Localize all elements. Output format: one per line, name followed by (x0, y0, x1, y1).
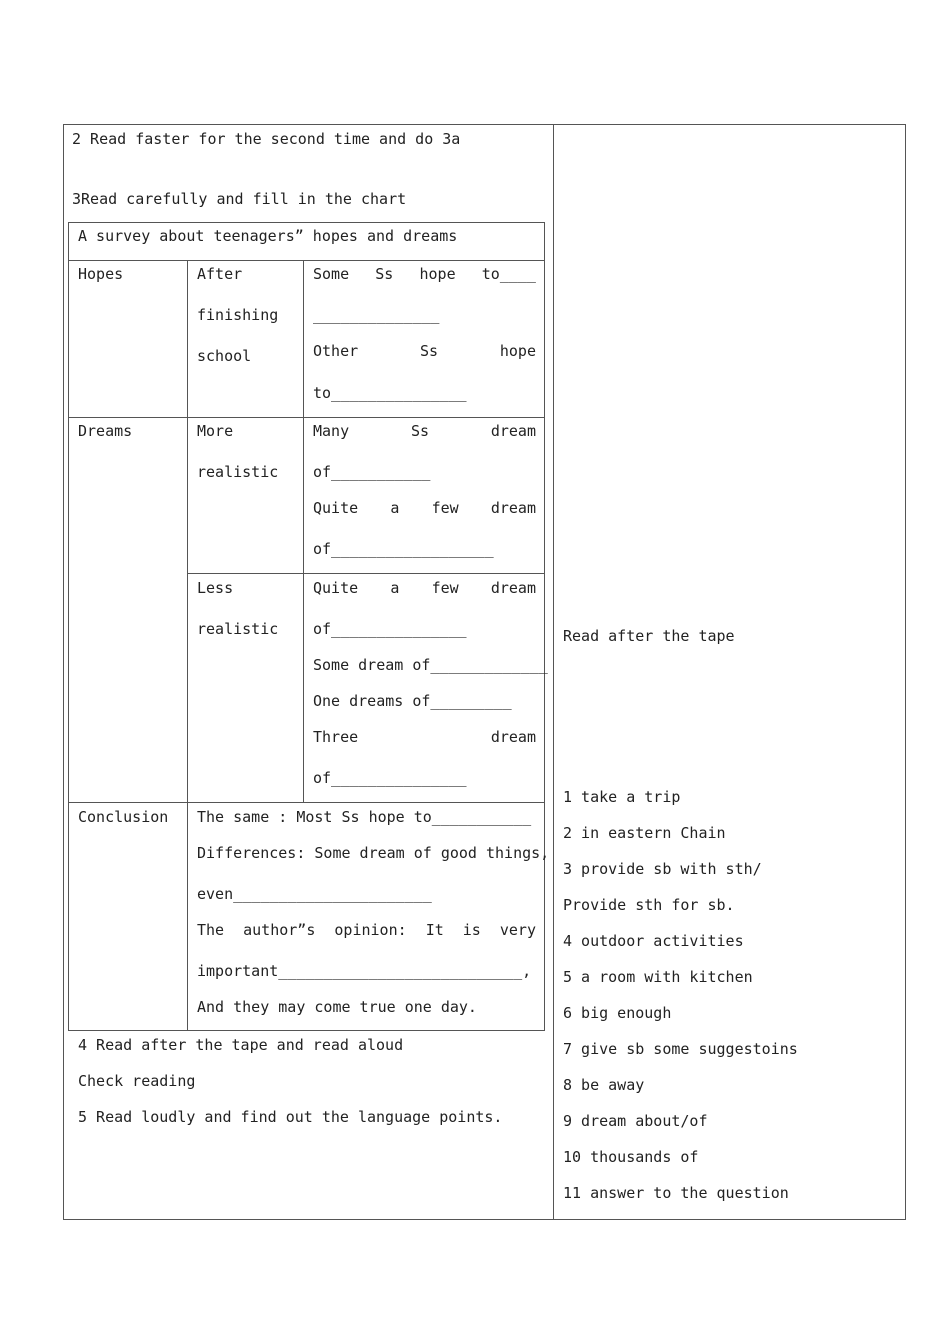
phrase-item: 8 be away (563, 1076, 645, 1094)
phrase-item: 10 thousands of (563, 1148, 699, 1166)
chart-col2-divider (303, 260, 304, 803)
less-word: a (390, 579, 400, 597)
step2-text: 2 Read faster for the second time and do 3a (72, 130, 461, 148)
less-line-6: of_______________ (313, 769, 467, 787)
step5-text: 5 Read loudly and find out the language points. (78, 1108, 503, 1126)
chart-border-bottom (68, 1030, 545, 1031)
phrase-item: Provide sth for sb. (563, 896, 735, 914)
chart-col1-divider (187, 260, 188, 1031)
less-line-2: of_______________ (313, 620, 467, 638)
chart-realistic-divider (188, 573, 545, 574)
less-line-4: One dreams of_________ (313, 692, 512, 710)
column-divider (553, 124, 554, 1220)
hopes-word: Ss (419, 342, 439, 360)
conclusion-line-1: The same : Most Ss hope to___________ (197, 808, 532, 826)
more-realistic-label-2: realistic (197, 463, 279, 481)
hopes-sub-label-2: finishing (197, 306, 279, 324)
chart-title: A survey about teenagers” hopes and dreams (78, 227, 458, 245)
more-line-2: of___________ (313, 463, 431, 481)
less-word: few (431, 579, 459, 597)
hopes-word: Some (313, 265, 350, 283)
conclusion-line-2: Differences: Some dream of good things, (197, 844, 550, 862)
conclusion-line-4 (197, 921, 536, 939)
hopes-word: Other (313, 342, 359, 360)
hopes-line-4: to_______________ (313, 384, 467, 402)
more-word: dream (490, 422, 536, 440)
phrase-item: 4 outdoor activities (563, 932, 744, 950)
outer-border-left (63, 124, 64, 1220)
outer-border-right (905, 124, 906, 1220)
conclusion-label: Conclusion (78, 808, 169, 826)
hopes-word: hope (419, 265, 456, 283)
hopes-word: to____ (481, 265, 536, 283)
step3-text: 3Read carefully and fill in the chart (72, 190, 407, 208)
conclusion-word: is (462, 921, 481, 939)
less-word: dream (490, 579, 536, 597)
phrase-item: 1 take a trip (563, 788, 681, 806)
chart-border-right (544, 222, 545, 1031)
more-word: few (431, 499, 459, 517)
phrase-item: 2 in eastern Chain (563, 824, 726, 842)
check-reading-text: Check reading (78, 1072, 196, 1090)
less-line-3: Some dream of_____________ (313, 656, 548, 674)
phrase-item: 7 give sb some suggestoins (563, 1040, 798, 1058)
less-line-1 (313, 579, 536, 597)
more-word: Many (313, 422, 350, 440)
phrase-item: 9 dream about/of (563, 1112, 708, 1130)
conclusion-word: author”s (243, 921, 316, 939)
read-after-tape: Read after the tape (563, 627, 735, 645)
more-line-3 (313, 499, 536, 517)
less-line-5 (313, 728, 536, 746)
chart-border-top (68, 222, 545, 223)
less-realistic-label-2: realistic (197, 620, 279, 638)
chart-dreams-divider (68, 802, 545, 803)
outer-border-bottom (63, 1219, 906, 1220)
less-word: Quite (313, 579, 359, 597)
more-word: Quite (313, 499, 359, 517)
more-word: dream (490, 499, 536, 517)
phrase-item: 5 a room with kitchen (563, 968, 753, 986)
conclusion-word: The (197, 921, 225, 939)
hopes-word: Ss (375, 265, 394, 283)
less-realistic-label-1: Less (197, 579, 234, 597)
hopes-sub-label-1: After (197, 265, 243, 283)
chart-border-left (68, 222, 69, 1031)
more-word: Ss (410, 422, 430, 440)
more-realistic-label-1: More (197, 422, 234, 440)
hopes-label: Hopes (78, 265, 124, 283)
dreams-label: Dreams (78, 422, 133, 440)
chart-title-divider (68, 260, 545, 261)
phrase-item: 3 provide sb with sth/ (563, 860, 762, 878)
phrase-item: 11 answer to the question (563, 1184, 789, 1202)
less-word: Three (313, 728, 359, 746)
more-line-4: of__________________ (313, 540, 494, 558)
more-word: a (390, 499, 400, 517)
hopes-line-1 (313, 265, 536, 283)
conclusion-word: It (425, 921, 444, 939)
hopes-line-2: ______________ (313, 306, 440, 324)
conclusion-line-5: important___________________________, (197, 962, 532, 980)
more-line-1 (313, 422, 536, 440)
phrase-item: 6 big enough (563, 1004, 672, 1022)
conclusion-word: opinion: (334, 921, 407, 939)
hopes-word: hope (499, 342, 536, 360)
conclusion-word: very (499, 921, 536, 939)
conclusion-line-3: even______________________ (197, 885, 432, 903)
chart-hopes-divider (68, 417, 545, 418)
conclusion-line-6: And they may come true one day. (197, 998, 477, 1016)
hopes-sub-label-3: school (197, 347, 252, 365)
less-word: dream (490, 728, 536, 746)
step4-text: 4 Read after the tape and read aloud (78, 1036, 404, 1054)
outer-border-top (63, 124, 906, 125)
hopes-line-3 (313, 342, 536, 360)
